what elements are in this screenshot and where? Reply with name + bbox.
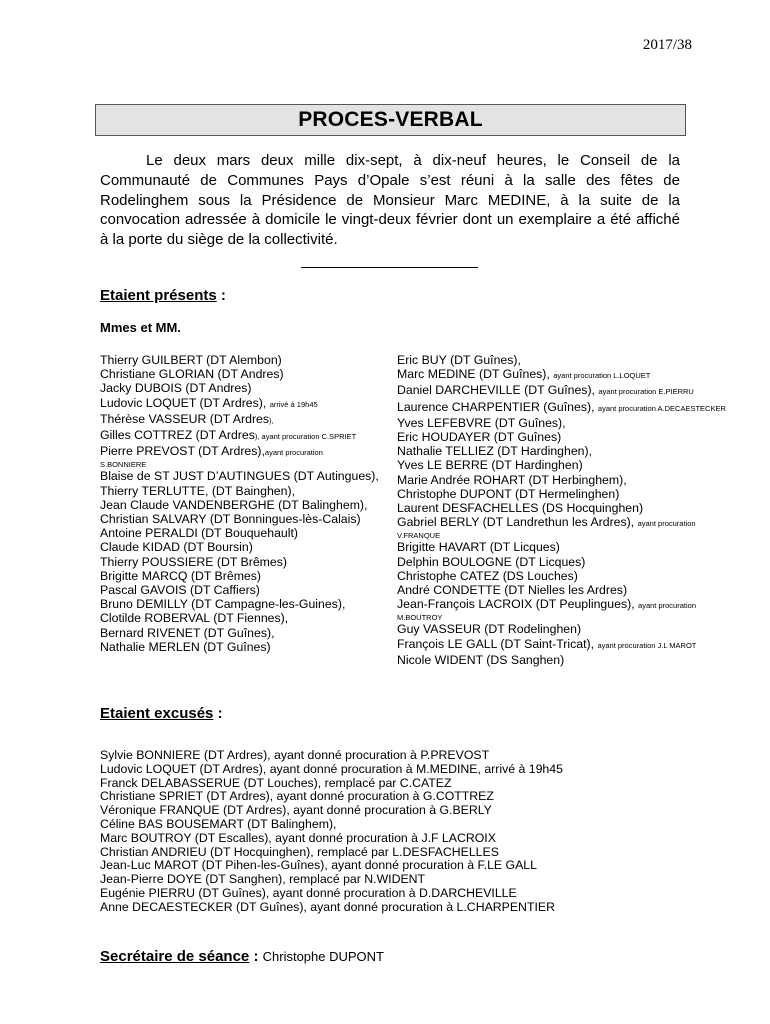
member-name: Laurent DESFACHELLES (DS Hocquinghen)	[397, 501, 644, 516]
member-name: Gabriel BERLY (DT Landrethun les Ardres),	[397, 515, 638, 530]
member-note: ayant procuration E.PIERRU	[598, 387, 694, 397]
excused-row: Ludovic LOQUET (DT Ardres), ayant donné procuration à M.MEDINE, arrivé à 19h45	[100, 761, 563, 776]
member-note-continuation: M.BOUTROY	[397, 613, 443, 623]
member-name: Eric HOUDAYER (DT Guînes)	[397, 430, 562, 445]
excuses-heading	[100, 705, 223, 722]
member-row	[100, 640, 390, 654]
member-row	[397, 569, 762, 583]
member-name: Nathalie TELLIEZ (DT Hardinghen),	[397, 444, 593, 459]
member-row	[100, 626, 390, 640]
member-name: Pierre PREVOST (DT Ardres),	[100, 444, 265, 459]
member-row	[397, 473, 762, 487]
member-name: Brigitte MARCQ (DT Brêmes)	[100, 568, 262, 583]
document-title: PROCES-VERBAL	[298, 108, 483, 131]
member-row	[397, 487, 762, 501]
presents-left-column	[100, 353, 390, 654]
excuses-list	[100, 749, 563, 915]
member-note: ayant procuration	[264, 448, 323, 458]
member-name: Thierry POUSSIERE (DT Brêmes)	[100, 554, 287, 569]
member-name: Pascal GAVOIS (DT Caffiers)	[100, 583, 260, 598]
member-name: Bruno DEMILLY (DT Campagne-les-Guines),	[100, 597, 346, 612]
member-row	[100, 597, 390, 611]
member-name: Laurence CHARPENTIER (Guînes),	[397, 399, 598, 414]
member-name: Clotilde ROBERVAL (DT Fiennes),	[100, 611, 289, 626]
member-row	[397, 430, 762, 444]
member-row	[397, 367, 762, 383]
intro-text: Le deux mars deux mille dix-sept, à dix-neuf heures, le Conseil de la Communauté de Communes Pays d’Opale s’est réuni à la salle des fêtes de Rodelinghem sous la Présidence de Monsieur Marc MEDINE, à la suite de la convocation adressée à domicile le vingt-deux février dont un exemplaire a été affiché à la porte du siège de la collectivité.	[100, 152, 680, 249]
excuses-heading-colon: :	[213, 705, 223, 722]
member-row	[397, 444, 762, 458]
member-name: André CONDETTE (DT Nielles les Ardres)	[397, 583, 628, 598]
member-name: Christophe DUPONT (DT Hermelinghen)	[397, 486, 620, 501]
member-row	[397, 540, 762, 554]
member-row	[397, 653, 762, 667]
member-row	[100, 484, 390, 498]
member-note: arrivé à 19h45	[269, 399, 318, 409]
member-name: Daniel DARCHEVILLE (DT Guînes),	[397, 383, 599, 398]
member-name: Christiane GLORIAN (DT Andres)	[100, 367, 284, 382]
excused-row: Céline BAS BOUSEMART (DT Balinghem),	[100, 816, 337, 831]
member-row	[100, 428, 390, 444]
member-note: ayant procuration A.DECAESTECKER	[597, 403, 726, 413]
member-row	[100, 512, 390, 526]
excused-row: Christiane SPRIET (DT Ardres), ayant donné procuration à G.COTTREZ	[100, 789, 494, 804]
member-note: ayant procuration L.LOQUET	[553, 371, 651, 381]
member-row	[397, 515, 762, 540]
member-row	[100, 469, 390, 483]
excused-row: Marc BOUTROY (DT Escalles), ayant donné procuration à J.F LACROIX	[100, 830, 496, 845]
member-name: Eric BUY (DT Guînes),	[397, 353, 521, 367]
secretaire-name: Christophe DUPONT	[262, 949, 384, 964]
presents-heading	[100, 287, 226, 304]
intro-paragraph	[100, 151, 680, 250]
member-name: Delphin BOULOGNE (DT Licques)	[397, 554, 586, 569]
member-row	[397, 458, 762, 472]
member-name: Thierry GUILBERT (DT Alembon)	[100, 353, 282, 367]
member-name: Nicole WIDENT (DS Sanghen)	[397, 652, 565, 667]
member-name: Claude KIDAD (DT Boursin)	[100, 540, 253, 555]
secretaire-separator: :	[249, 948, 263, 965]
member-row	[100, 569, 390, 583]
title-box	[95, 104, 686, 136]
member-name: Antoine PERALDI (DT Bouquehault)	[100, 526, 298, 541]
member-name: Jacky DUBOIS (DT Andres)	[100, 381, 252, 396]
member-row	[397, 353, 762, 367]
member-name: Christophe CATEZ (DS Louches)	[397, 568, 578, 583]
member-row	[100, 611, 390, 625]
member-name: Gilles COTTREZ (DT Ardres	[100, 428, 255, 443]
member-name: Guy VASSEUR (DT Rodelinghen)	[397, 622, 582, 637]
member-name: Marc MEDINE (DT Guînes),	[397, 367, 554, 382]
member-row	[397, 597, 762, 622]
excused-row: Christian ANDRIEU (DT Hocquinghen), remplacé par L.DESFACHELLES	[100, 844, 499, 859]
member-row	[100, 540, 390, 554]
member-row	[100, 367, 390, 381]
member-row	[397, 555, 762, 569]
member-row	[100, 396, 390, 412]
excused-row: Sylvie BONNIERE (DT Ardres), ayant donné procuration à P.PREVOST	[100, 748, 490, 762]
member-name: Marie Andrée ROHART (DT Herbinghem),	[397, 472, 627, 487]
member-row	[100, 444, 390, 469]
excused-row: Jean-Luc MAROT (DT Pihen-les-Guînes), ayant donné procuration à F.LE GALL	[100, 858, 537, 873]
member-name: Yves LEFEBVRE (DT Guînes),	[397, 415, 566, 430]
member-row	[100, 555, 390, 569]
excuses-heading-label: Etaient excusés	[100, 705, 214, 722]
member-name: Jean-François LACROIX (DT Peuplingues),	[397, 597, 639, 612]
member-note: ayant procuration	[638, 601, 696, 611]
member-name: Thierry TERLUTTE, (DT Bainghen),	[100, 483, 295, 498]
member-name: Thérèse VASSEUR (DT Ardres	[100, 411, 270, 426]
excused-row: Anne DECAESTECKER (DT Guînes), ayant donné procuration à L.CHARPENTIER	[100, 899, 555, 914]
member-row	[397, 637, 762, 653]
member-row	[397, 622, 762, 636]
separator-rule	[301, 267, 478, 268]
member-row	[397, 383, 762, 399]
presents-heading-label: Etaient présents	[100, 287, 217, 304]
member-row	[100, 412, 390, 428]
member-name: Christian SALVARY (DT Bonningues-lès-Calais)	[100, 512, 361, 527]
member-row	[100, 381, 390, 395]
member-row	[100, 526, 390, 540]
member-row	[397, 583, 762, 597]
member-note: ), ayant procuration C.SPRIET	[254, 432, 357, 442]
secretaire-line	[100, 948, 384, 965]
presents-subheading: Mmes et MM.	[100, 320, 181, 335]
presents-heading-colon: :	[216, 287, 226, 304]
excused-row: Véronique FRANQUE (DT Ardres), ayant donné procuration à G.BERLY	[100, 803, 492, 818]
presents-right-column	[397, 353, 762, 667]
member-row	[100, 498, 390, 512]
excused-row: Jean-Pierre DOYE (DT Sanghen), remplacé par N.WIDENT	[100, 872, 426, 887]
member-note-continuation: S.BONNIERE	[100, 460, 147, 470]
member-note: ),	[269, 415, 274, 425]
member-row	[397, 501, 762, 515]
member-name: Yves LE BERRE (DT Hardinghen)	[397, 458, 583, 473]
member-name: Ludovic LOQUET (DT Ardres),	[100, 395, 270, 410]
member-name: François LE GALL (DT Saint-Tricat),	[397, 636, 598, 651]
member-name: Nathalie MERLEN (DT Guînes)	[100, 639, 271, 654]
member-note: ayant procuration	[637, 519, 696, 529]
member-row	[397, 416, 762, 430]
secretaire-label: Secrétaire de séance	[100, 948, 250, 965]
member-row	[100, 583, 390, 597]
page-reference: 2017/38	[642, 37, 692, 53]
excused-row: Franck DELABASSERUE (DT Louches), remplacé par C.CATEZ	[100, 775, 452, 790]
member-name: Brigitte HAVART (DT Licques)	[397, 540, 560, 555]
member-name: Jean Claude VANDENBERGHE (DT Balinghem),	[100, 497, 368, 512]
member-name: Bernard RIVENET (DT Guînes),	[100, 625, 275, 640]
member-note-continuation: V.FRANQUE	[397, 531, 441, 541]
member-row	[397, 400, 762, 416]
member-name: Blaise de ST JUST D’AUTINGUES (DT Autingues),	[100, 469, 379, 484]
excused-row: Eugénie PIERRU (DT Guînes), ayant donné procuration à D.DARCHEVILLE	[100, 885, 517, 900]
member-note: ayant procuration J.L MAROT	[597, 640, 697, 650]
member-row	[100, 353, 390, 367]
